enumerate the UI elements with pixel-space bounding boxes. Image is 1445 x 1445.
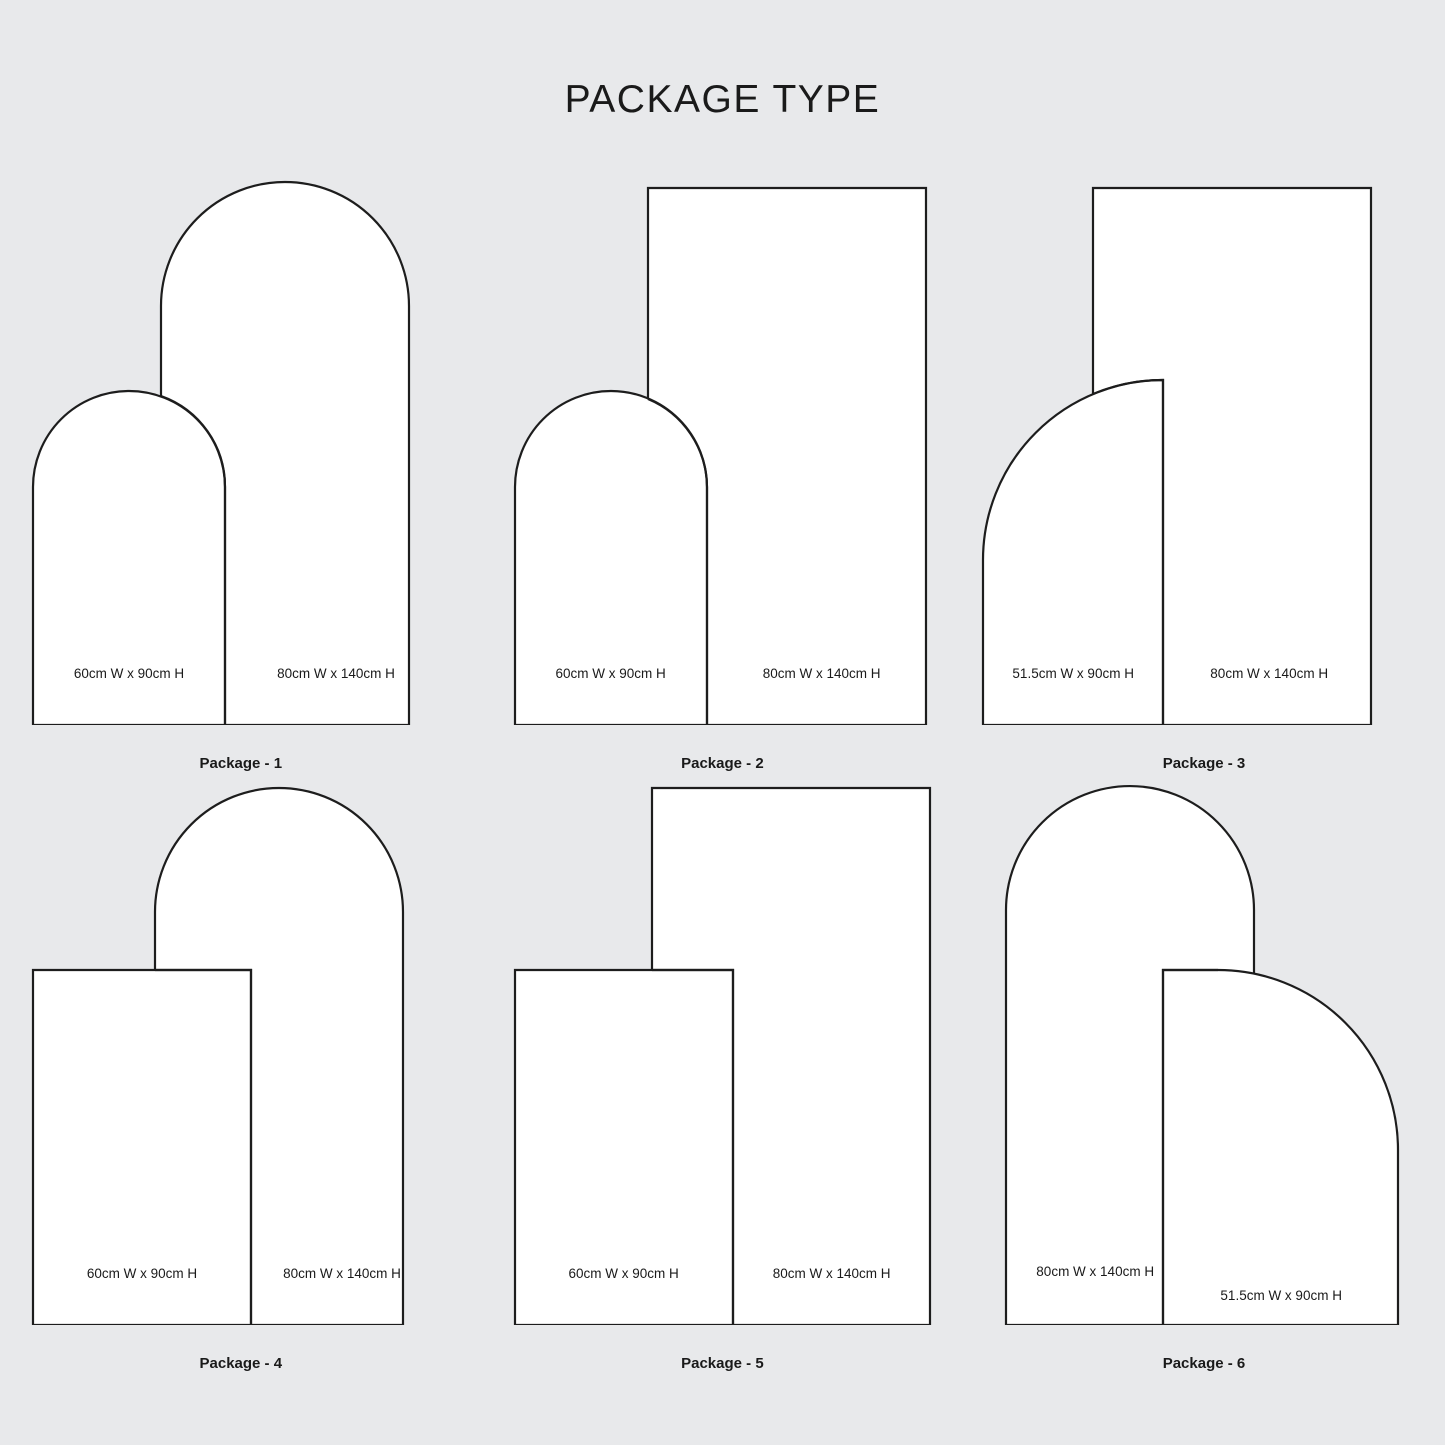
package-2-label-small: 60cm W x 90cm H [555,666,666,681]
package-6-figure [963,780,1445,1325]
package-3-caption: Package - 3 [1162,755,1246,772]
package-cell-2[interactable] [482,180,964,780]
package-6-label-large: 80cm W x 140cm H [1036,1264,1155,1279]
panel-51-5x90-quarter-round-shape [1163,970,1398,1325]
package-1-label-large: 80cm W x 140cm H [277,666,395,681]
package-2-label-large: 80cm W x 140cm H [762,666,881,681]
package-grid [0,180,1445,1380]
package-2-caption: Package - 2 [681,755,764,772]
page-title: PACKAGE TYPE [564,78,881,121]
package-3-figure [963,180,1445,725]
package-cell-5[interactable] [482,780,964,1380]
package-cell-6[interactable] [963,780,1445,1380]
package-4-caption: Package - 4 [199,1355,283,1372]
package-6-label-small: 51.5cm W x 90cm H [1220,1288,1342,1303]
package-cell-1[interactable] [0,180,482,780]
package-1-caption: Package - 1 [199,755,283,772]
package-3-label-small: 51.5cm W x 90cm H [1012,666,1134,681]
package-row-1 [0,180,1445,780]
package-4-label-small: 60cm W x 90cm H [86,1266,198,1281]
package-5-label-small: 60cm W x 90cm H [568,1266,679,1281]
package-3-label-large: 80cm W x 140cm H [1210,666,1329,681]
package-5-label-large: 80cm W x 140cm H [772,1266,891,1281]
package-row-2 [0,780,1445,1380]
package-4-label-large: 80cm W x 140cm H [283,1266,401,1281]
package-6-caption: Package - 6 [1162,1355,1246,1372]
package-1-figure [0,180,482,725]
package-5-figure [482,780,964,1325]
package-cell-3[interactable] [963,180,1445,780]
package-5-caption: Package - 5 [681,1355,764,1372]
package-4-figure [0,780,482,1325]
package-2-figure [482,180,964,725]
package-1-label-small: 60cm W x 90cm H [73,666,185,681]
package-cell-4[interactable] [0,780,482,1380]
